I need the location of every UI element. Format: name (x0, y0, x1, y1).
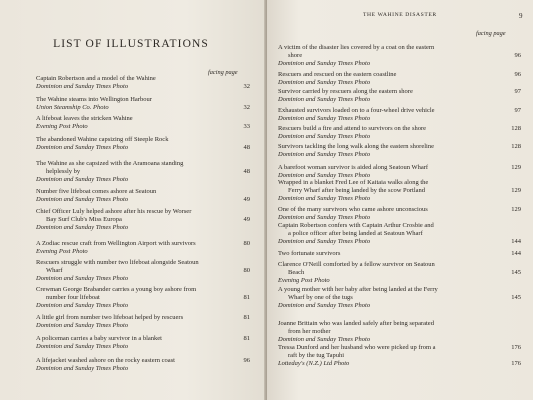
entry-caption: The Wahine as she capsized with the Aramoana standing (36, 160, 184, 167)
facing-page-number: 129 (511, 206, 521, 213)
entry-caption: Beach (288, 269, 305, 277)
photo-credit: Dominion and Sunday Times Photo (278, 302, 371, 310)
illustration-entry (36, 240, 250, 256)
facing-page-number: 32 (243, 83, 250, 90)
photo-credit: Dominion and Sunday Times Photo (36, 144, 129, 152)
illustration-entry (36, 314, 250, 330)
entry-caption: A lifejacket washed ashore on the rocky eastern coast (36, 357, 175, 364)
photo-credit: Dominion and Sunday Times Photo (278, 238, 371, 246)
illustration-entry (278, 164, 521, 180)
illustration-entry (278, 222, 521, 246)
facing-page-number: 81 (243, 314, 250, 321)
entry-caption: A barefoot woman survivor is aided along Seatoun Wharf (278, 164, 429, 171)
photo-credit: Union Steamship Co. Photo (36, 104, 109, 112)
photo-credit: Dominion and Sunday Times Photo (278, 151, 371, 159)
illustration-entry (278, 107, 521, 123)
photo-credit: Dominion and Sunday Times Photo (278, 195, 371, 203)
entry-caption: A policeman carries a baby survivor in a blanket (36, 335, 162, 342)
facing-page-number: 80 (243, 267, 250, 274)
entry-caption: Number five lifeboat comes ashore at Seatoun (36, 188, 157, 195)
facing-page-number: 128 (511, 125, 521, 132)
entry-caption: A little girl from number two lifeboat helped by rescuers (36, 314, 184, 321)
entry-caption: Captain Robertson confers with Captain Arthur Crosbie and (278, 222, 434, 229)
illustration-entry (36, 188, 250, 204)
running-head: THE WAHINE DISASTER (363, 12, 437, 18)
illustration-entry (36, 115, 250, 131)
entry-caption: A victim of the disaster lies covered by a coat on the eastern (278, 44, 435, 51)
entry-caption: Ferry Wharf after being landed by the scow Portland (288, 187, 426, 195)
facing-page-number: 176 (511, 360, 521, 367)
facing-page-number: 81 (243, 294, 250, 301)
facing-page-number: 145 (511, 294, 521, 301)
facing-page-number: 96 (243, 357, 250, 364)
illustration-entry (278, 71, 521, 87)
entry-caption: The abandoned Wahine capsizing off Steeple Rock (36, 136, 169, 143)
entry-caption: shore (288, 52, 303, 60)
illustration-entry (278, 261, 521, 285)
photo-credit: Dominion and Sunday Times Photo (278, 96, 371, 104)
illustration-entry (278, 44, 521, 68)
illustration-entry (36, 259, 250, 283)
facing-page-number: 144 (511, 238, 521, 245)
left-page (0, 0, 266, 400)
entry-caption: A Zodiac rescue craft from Wellington Airport with survivors (36, 240, 196, 247)
illustration-entry (36, 357, 250, 373)
entry-caption: One of the many survivors who came ashore unconscious (278, 206, 428, 213)
illustration-entry (36, 208, 250, 232)
facing-page-number: 32 (243, 104, 250, 111)
photo-credit: Dominion and Sunday Times Photo (278, 336, 371, 344)
illustration-entry (36, 136, 250, 152)
facing-page-number: 81 (243, 335, 250, 342)
photo-credit: Evening Post Photo (36, 123, 88, 131)
entry-caption: Rescuers struggle with number two lifeboat alongside Seatoun (36, 259, 199, 266)
photo-credit: Lotteday's (N.Z.) Ltd Photo (278, 360, 350, 368)
photo-credit: Dominion and Sunday Times Photo (278, 133, 371, 141)
entry-caption: Joanne Brittain who was landed safely after being separated (278, 320, 434, 327)
facing-page-number: 49 (243, 196, 250, 203)
facing-page-number: 144 (511, 250, 521, 257)
illustration-entry (278, 88, 521, 104)
entry-caption: Wrapped in a blanket Fred Lee of Kaitaia walks along the (278, 179, 429, 186)
photo-credit: Dominion and Sunday Times Photo (36, 224, 129, 232)
illustration-entry (278, 344, 521, 368)
illustration-entry (278, 250, 521, 258)
entry-caption: Bay Surf Club's Miss Europa (46, 216, 122, 224)
facing-page-number: 145 (511, 269, 521, 276)
illustration-entry (36, 286, 250, 310)
illustration-entry (36, 96, 250, 112)
entry-caption: from her mother (288, 328, 331, 336)
entry-caption: helplessly by (46, 168, 81, 176)
entry-caption: Two fortunate survivors (278, 250, 341, 257)
photo-credit: Dominion and Sunday Times Photo (36, 343, 129, 351)
page-title: LIST OF ILLUSTRATIONS (53, 38, 209, 50)
illustration-entry (36, 335, 250, 351)
entry-caption: Chief Officer Luly helped ashore after his rescue by Worser (36, 208, 192, 215)
right-page (267, 0, 533, 400)
facing-page-number: 96 (514, 71, 521, 78)
photo-credit: Dominion and Sunday Times Photo (36, 275, 129, 283)
entry-caption: The Wahine steams into Wellington Harbour (36, 96, 152, 103)
photo-credit: Dominion and Sunday Times Photo (36, 365, 129, 373)
illustration-entry (278, 125, 521, 141)
facing-page-number: 80 (243, 240, 250, 247)
entry-caption: Survivors tackling the long walk along the eastern shoreline (278, 143, 434, 150)
photo-credit: Dominion and Sunday Times Photo (278, 172, 371, 180)
photo-credit: Evening Post Photo (278, 277, 330, 285)
photo-credit: Evening Post Photo (36, 248, 88, 256)
facing-page-number: 129 (511, 164, 521, 171)
entry-caption: A lifeboat leaves the stricken Wahine (36, 115, 133, 122)
entry-caption: Tressa Dunford and her husband who were picked up from a (278, 344, 436, 351)
entry-caption: raft by the tug Tapuhi (288, 352, 345, 360)
facing-page-number: 33 (243, 123, 250, 130)
facing-page-number: 129 (511, 187, 521, 194)
photo-credit: Dominion and Sunday Times Photo (36, 196, 129, 204)
illustration-entry (278, 143, 521, 159)
photo-credit: Dominion and Sunday Times Photo (36, 176, 129, 184)
illustration-entry (36, 160, 250, 184)
illustration-entry (36, 75, 250, 91)
entry-caption: Captain Robertson and a model of the Wahine (36, 75, 156, 82)
facing-page-number: 97 (514, 107, 521, 114)
facing-page-label: facing page (208, 69, 238, 76)
photo-credit: Dominion and Sunday Times Photo (278, 115, 371, 123)
entry-caption: Rescuers and rescued on the eastern coastline (278, 71, 397, 78)
entry-caption: Exhausted survivors loaded on to a four-wheel drive vehicle (278, 107, 435, 114)
entry-caption: Rescuers build a fire and attend to survivors on the shore (278, 125, 427, 132)
illustration-entry (278, 286, 521, 310)
facing-page-number: 49 (243, 216, 250, 223)
photo-credit: Dominion and Sunday Times Photo (278, 214, 371, 222)
facing-page-number: 128 (511, 143, 521, 150)
entry-caption: a police officer after being landed at Seatoun Wharf (288, 230, 423, 238)
facing-page-number: 48 (243, 168, 250, 175)
photo-credit: Dominion and Sunday Times Photo (278, 79, 371, 87)
photo-credit: Dominion and Sunday Times Photo (36, 322, 129, 330)
entry-caption: Clarence O'Neill comforted by a fellow survivor on Seatoun (278, 261, 435, 268)
entry-caption: Crewman George Brabander carries a young boy ashore from (36, 286, 197, 293)
facing-page-number: 48 (243, 144, 250, 151)
facing-page-number: 96 (514, 52, 521, 59)
photo-credit: Dominion and Sunday Times Photo (36, 302, 129, 310)
entry-caption: A young mother with her baby after being landed at the Ferry (278, 286, 438, 293)
illustration-entry (278, 179, 521, 203)
page-number: 9 (519, 12, 523, 20)
photo-credit: Dominion and Sunday Times Photo (36, 83, 129, 91)
facing-page-number: 97 (514, 88, 521, 95)
entry-caption: Wharf (46, 267, 63, 275)
entry-caption: Survivor carried by rescuers along the eastern shore (278, 88, 413, 95)
facing-page-label: facing page (476, 30, 506, 37)
illustration-entry (278, 206, 521, 222)
entry-caption: Wharf by one of the tugs (288, 294, 353, 302)
photo-credit: Dominion and Sunday Times Photo (278, 60, 371, 68)
entry-caption: number four lifeboat (46, 294, 100, 302)
facing-page-number: 176 (511, 344, 521, 351)
